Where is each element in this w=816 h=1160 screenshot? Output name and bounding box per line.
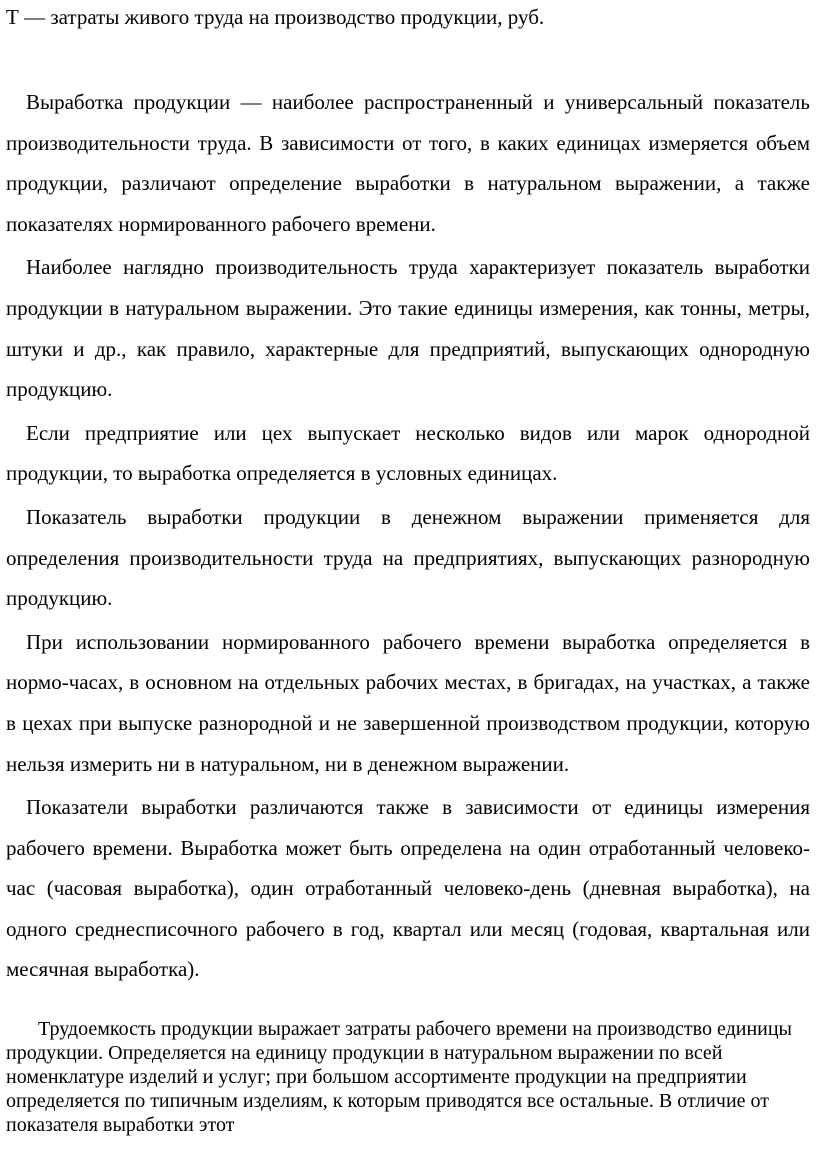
paragraph-time-units: Показатели выработки различаются также в зависимости от единицы измерения рабочего времени. Выработка может быть определена на один отработанный человеко-час (часовая выработка), один отработанный человеко-день (дневная выработка), на одного среднесписочного рабочего в год, квартал или месяц (годовая, квартальная или месячная выработка).	[6, 795, 810, 982]
tail-text-block	[6, 1017, 816, 1137]
paragraph-normalized-time: При использовании нормированного рабочего времени выработка определяется в нормо-часах, в основном на отдельных рабочих местах, в бригадах, на участках, а также в цехах при выпуске разнородной и не завершенной производством продукции, которую нельзя измерить ни в натуральном, ни в денежном выражении.	[6, 629, 810, 776]
paragraph-output-definition: Выработка продукции — наиболее распространенный и универсальный показатель производительности труда. В зависимости от того, в каких единицах измеряется объем продукции, различают определение выработки в натуральном выражении, а также показателях нормированного рабочего времени.	[6, 90, 810, 236]
paragraph-monetary-terms: Показатель выработки продукции в денежном выражении применяется для определения производительности труда на предприятиях, выпускающих разнородную продукцию.	[6, 504, 810, 611]
paragraph-conventional-units: Если предприятие или цех выпускает несколько видов или марок однородной продукции, то выработка определяется в условных единицах.	[6, 420, 810, 486]
paragraph-natural-units: Наиболее наглядно производительность труда характеризует показатель выработки продукции в натуральном выражении. Это такие единицы измерения, как тонны, метры, штуки и др., как правило, характерные для предприятий, выпускающих однородную продукцию.	[6, 255, 810, 402]
main-text-block	[6, 82, 810, 993]
formula-legend-line: Т — затраты живого труда на производство продукции, руб.	[6, 5, 545, 29]
paragraph-labor-intensity: Трудоемкость продукции выражает затраты рабочего времени на производство единицы продукции. Определяется на единицу продукции в натуральном выражении по всей номенклатуре изделий и услуг; при большом ассортименте продукции на предприятии определяется по типичным изделиям, к которым приводятся все остальные. В отличие от показателя выработки этот	[6, 1018, 792, 1136]
